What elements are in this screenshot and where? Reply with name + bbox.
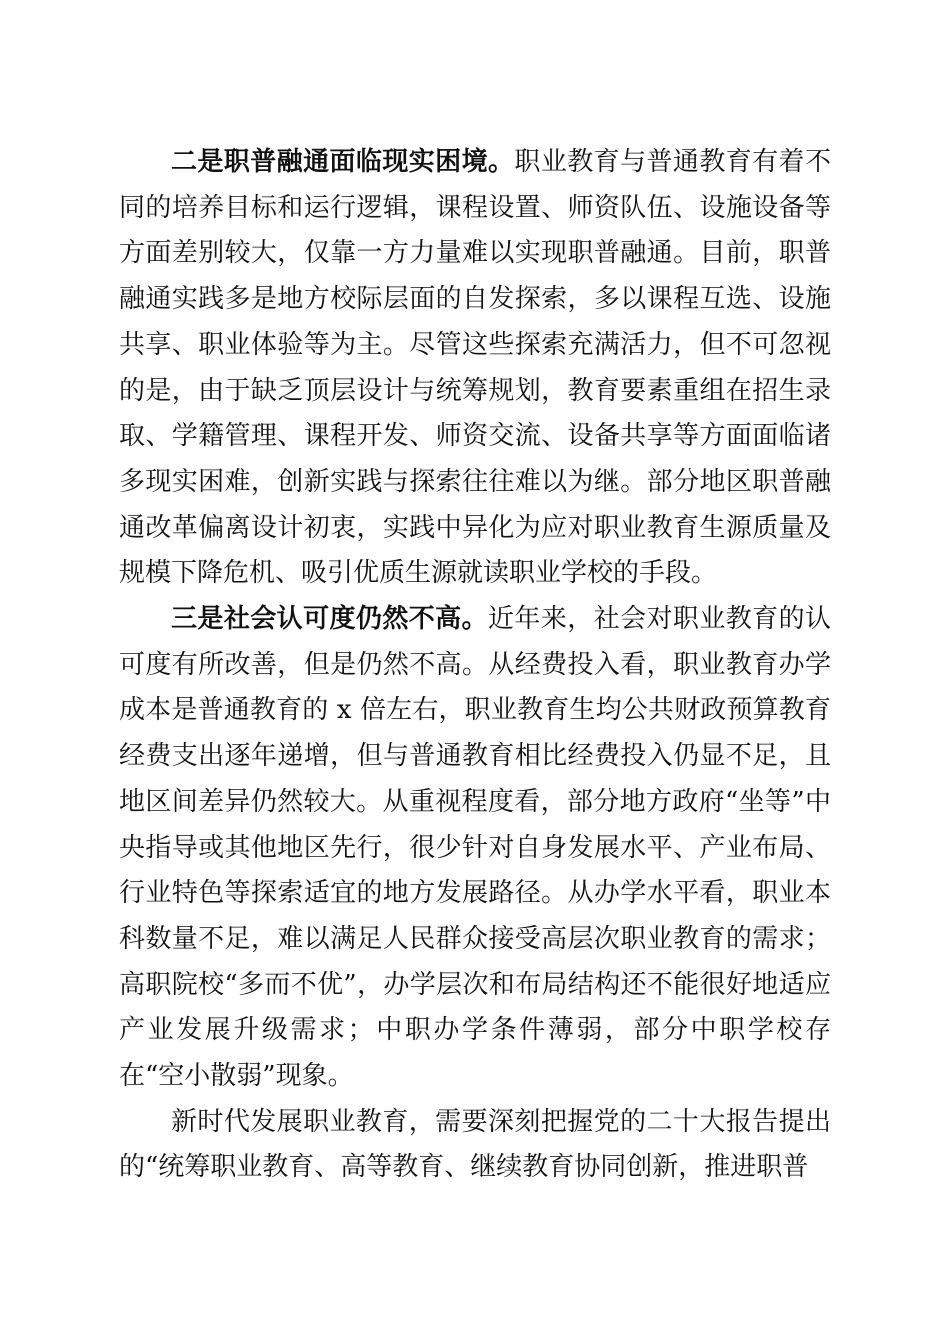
- paragraph-text: 近年来，社会对职业教育的认可度有所改善，但是仍然不高。从经费投入看，职业教育办学成本是普通教育的 x 倍左右，职业教育生均公共财政预算教育经费支出逐年递增，但与普通教育相比经费投入仍显不足，且地区间差异仍然较大。从重视程度看，部分地方政府“坐等”中央指导或其他地区先行，很少针对自身发展水平、产业布局、行业特色等探索适宜的地方发展路径。从办学水平看，职业本科数量不足，难以满足人民群众接受高层次职业教育的需求；高职院校“多而不优”，办学层次和布局结构还不能很好地适应产业发展升级需求；中职办学条件薄弱，部分中职学校存在“空小散弱”现象。: [119, 604, 831, 1092]
- paragraph-vocational-general-integration: [119, 140, 831, 597]
- paragraph-lead: 三是社会认可度仍然不高。: [171, 604, 488, 635]
- paragraph-text: 新时代发展职业教育，需要深刻把握党的二十大报告提出的“统筹职业教育、高等教育、继续教育协同创新，推进职普: [119, 1106, 831, 1183]
- document-body: [119, 140, 831, 1191]
- paragraph-lead: 二是职普融通面临现实困境。: [171, 147, 515, 177]
- paragraph-new-era: [119, 1100, 831, 1191]
- paragraph-text: 职业教育与普通教育有着不同的培养目标和运行逻辑，课程设置、师资队伍、设施设备等方面差别较大，仅靠一方力量难以实现职普融通。目前，职普融通实践多是地方校际层面的自发探索，多以课程互选、设施共享、职业体验等为主。尽管这些探索充满活力，但不可忽视的是，由于缺乏顶层设计与统筹规划，教育要素重组在招生录取、学籍管理、课程开发、师资交流、设备共享等方面面临诸多现实困难，创新实践与探索往往难以为继。部分地区职普融通改革偏离设计初衷，实践中异化为应对职业教育生源质量及规模下降危机、吸引优质生源就读职业学校的手段。: [119, 147, 831, 589]
- paragraph-social-recognition: [119, 597, 831, 1100]
